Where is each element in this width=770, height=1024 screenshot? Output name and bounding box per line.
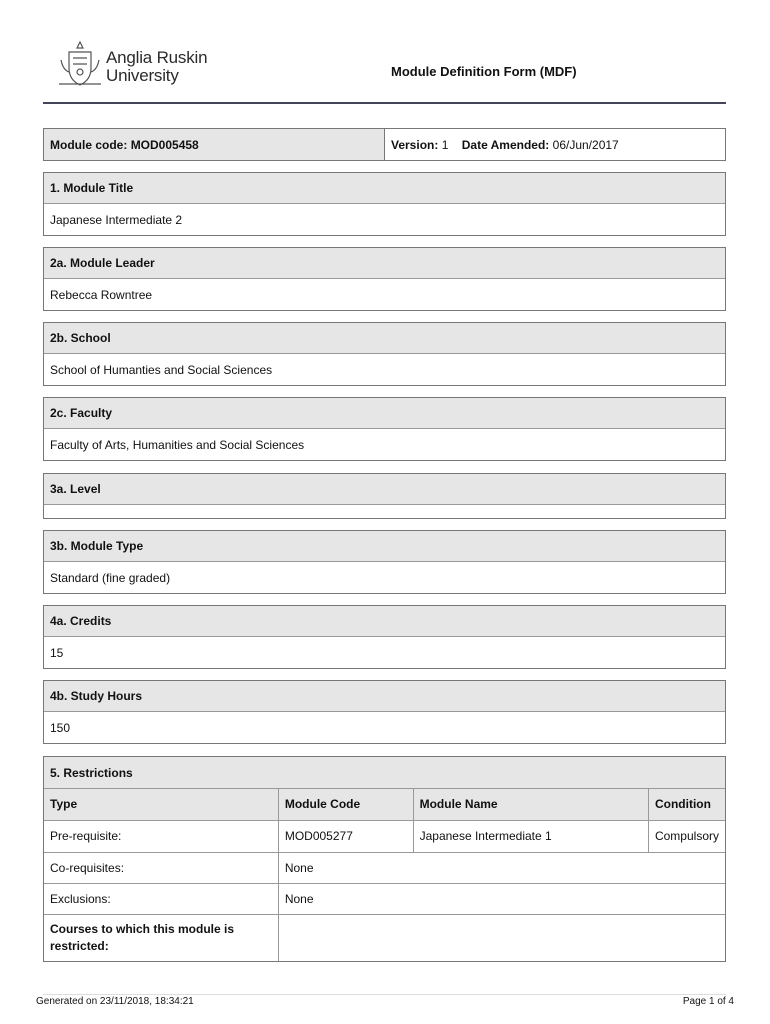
restrictions-table: [44, 789, 725, 961]
section-heading: 1. Module Title: [44, 173, 725, 204]
col-module-name: Module Name: [413, 789, 648, 820]
section-value: [44, 505, 725, 518]
cell-module-code: MOD005277: [278, 820, 413, 852]
section-level: [43, 473, 726, 519]
page-header: [43, 38, 726, 104]
section-value: 150: [50, 720, 71, 735]
cell-value: None: [278, 883, 725, 914]
col-module-code: Module Code: [278, 789, 413, 820]
section-school: [43, 322, 726, 386]
section-heading: 5. Restrictions: [44, 757, 725, 789]
cell-type: Exclusions:: [44, 883, 278, 914]
section-heading: 3b. Module Type: [44, 531, 725, 562]
table-row: [44, 820, 725, 852]
header-divider: [43, 102, 726, 104]
section-restrictions: [43, 756, 726, 962]
cell-module-name: Japanese Intermediate 1: [413, 820, 648, 852]
section-heading: 4b. Study Hours: [44, 681, 725, 712]
section-value: Japanese Intermediate 2: [50, 212, 183, 227]
table-row: [44, 883, 725, 914]
university-crest-icon: [55, 40, 105, 88]
footer-divider: [43, 994, 726, 995]
cell-value: None: [278, 852, 725, 883]
form-title: Module Definition Form (MDF): [391, 64, 577, 79]
cell-type: Pre-requisite:: [44, 820, 278, 852]
cell-type: Co-requisites:: [44, 852, 278, 883]
section-credits: [43, 605, 726, 669]
section-heading: 2c. Faculty: [44, 398, 725, 429]
section-value: Faculty of Arts, Humanities and Social Sciences: [50, 437, 305, 452]
page-number: Page 1 of 4: [682, 996, 734, 1007]
section-faculty: [43, 397, 726, 461]
generated-timestamp: Generated on 23/11/2018, 18:34:21: [36, 996, 194, 1007]
section-heading: 3a. Level: [44, 474, 725, 505]
section-value: Rebecca Rowntree: [50, 287, 153, 302]
cell-type: Courses to which this module is restricted:: [44, 914, 278, 961]
section-heading: 2a. Module Leader: [44, 248, 725, 279]
section-heading: 2b. School: [44, 323, 725, 354]
section-module-leader: [43, 247, 726, 311]
table-header-row: [44, 789, 725, 820]
section-module-type: [43, 530, 726, 594]
section-module-title: [43, 172, 726, 236]
section-value: Standard (fine graded): [50, 570, 171, 585]
version-date: Version: 1 Date Amended: 06/Jun/2017: [391, 137, 619, 152]
section-value: School of Humanties and Social Sciences: [50, 362, 273, 377]
university-name: Anglia Ruskin University: [106, 48, 208, 85]
table-row: [44, 914, 725, 961]
table-row: [44, 852, 725, 883]
module-code: Module code: MOD005458: [44, 129, 385, 160]
section-value: 15: [50, 645, 64, 660]
module-code-bar: [43, 128, 726, 161]
cell-condition: Compulsory: [648, 820, 725, 852]
section-study-hours: [43, 680, 726, 744]
cell-value: [278, 914, 725, 961]
col-type: Type: [44, 789, 278, 820]
section-heading: 4a. Credits: [44, 606, 725, 637]
col-condition: Condition: [648, 789, 725, 820]
